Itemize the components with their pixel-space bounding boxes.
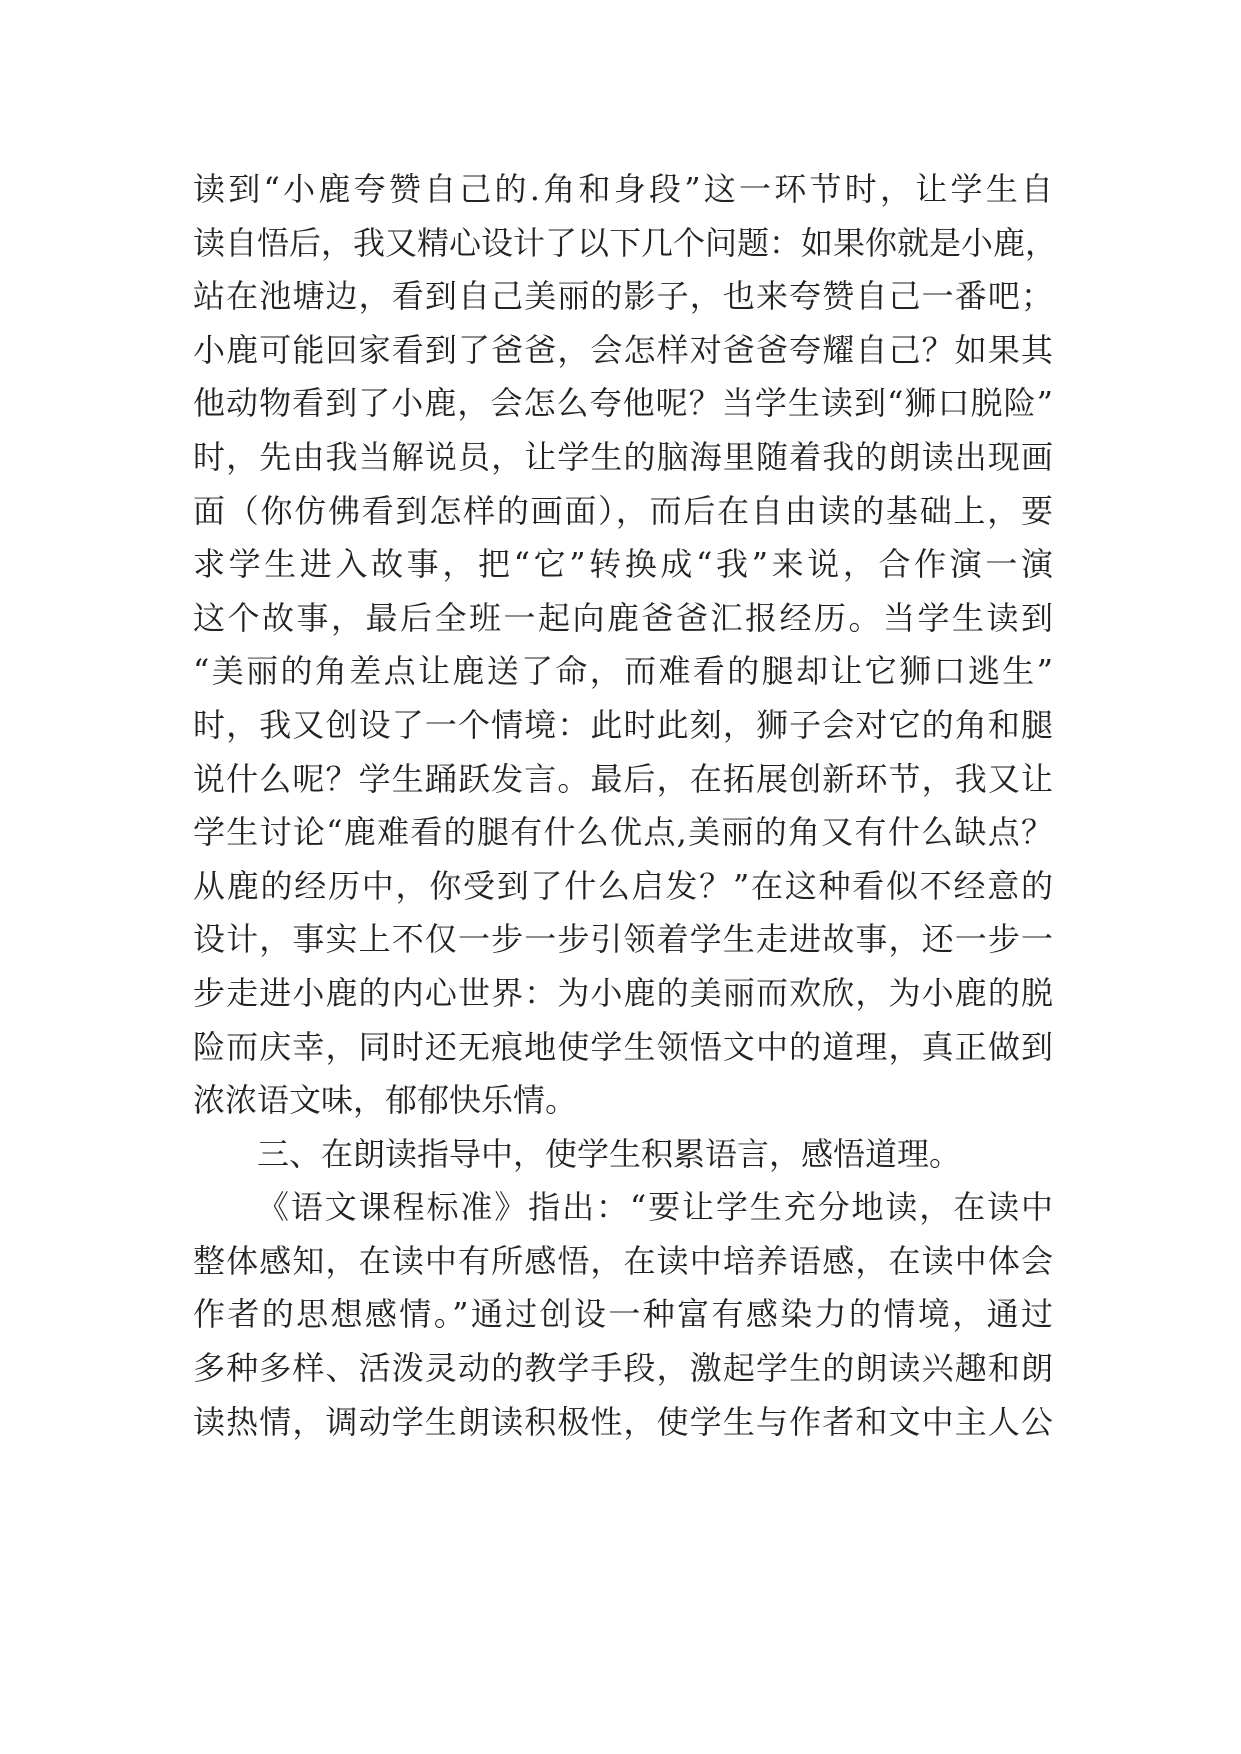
text-line: “美丽的角差点让鹿送了命，而难看的腿却让它狮口逃生” <box>193 652 1053 691</box>
text-line: 求学生进入故事，把“它”转换成“我”来说，合作演一演 <box>193 545 1053 584</box>
text-line: 整体感知，在读中有所感悟，在读中培养语感，在读中体会 <box>193 1241 1053 1280</box>
text-line: 从鹿的经历中，你受到了什么启发？”在这种看似不经意的 <box>193 866 1053 905</box>
section-heading: 三、在朗读指导中，使学生积累语言，感悟道理。 <box>257 1134 962 1173</box>
text-line: 他动物看到了小鹿，会怎么夸他呢？当学生读到“狮口脱险” <box>193 384 1053 423</box>
text-line: 这个故事，最后全班一起向鹿爸爸汇报经历。当学生读到 <box>193 598 1053 637</box>
text-line: 作者的思想感情。”通过创设一种富有感染力的情境，通过 <box>193 1295 1053 1334</box>
text-line: 小鹿可能回家看到了爸爸，会怎样对爸爸夸耀自己？如果其 <box>193 330 1053 369</box>
text-line: 设计，事实上不仅一步一步引领着学生走进故事，还一步一 <box>193 920 1053 959</box>
text-line: 学生讨论“鹿难看的腿有什么优点,美丽的角又有什么缺点？ <box>193 813 1053 852</box>
text-line: 《语文课程标准》指出：“要让学生充分地读，在读中 <box>257 1188 1053 1227</box>
text-line: 多种多样、活泼灵动的教学手段，激起学生的朗读兴趣和朗 <box>193 1349 1053 1388</box>
text-line: 站在池塘边，看到自己美丽的影子，也来夸赞自己一番吧； <box>193 277 1053 316</box>
text-line: 说什么呢？学生踊跃发言。最后，在拓展创新环节，我又让 <box>193 759 1053 798</box>
text-line: 步走进小鹿的内心世界：为小鹿的美丽而欢欣，为小鹿的脱 <box>193 973 1053 1012</box>
text-line: 时，先由我当解说员，让学生的脑海里随着我的朗读出现画 <box>193 437 1053 476</box>
text-line: 险而庆幸，同时还无痕地使学生领悟文中的道理，真正做到 <box>193 1027 1053 1066</box>
body-text <box>193 163 1058 1449</box>
text-line: 读到“小鹿夸赞自己的.角和身段”这一环节时，让学生自 <box>193 170 1053 208</box>
text-line: 读热情，调动学生朗读积极性，使学生与作者和文中主人公 <box>193 1402 1053 1441</box>
text-line: 时，我又创设了一个情境：此时此刻，狮子会对它的角和腿 <box>193 705 1053 744</box>
text-line: 面（你仿佛看到怎样的画面），而后在自由读的基础上，要 <box>193 491 1053 530</box>
text-line: 浓浓语文味，郁郁快乐情。 <box>193 1081 578 1120</box>
text-line: 读自悟后，我又精心设计了以下几个问题：如果你就是小鹿， <box>193 223 1058 262</box>
